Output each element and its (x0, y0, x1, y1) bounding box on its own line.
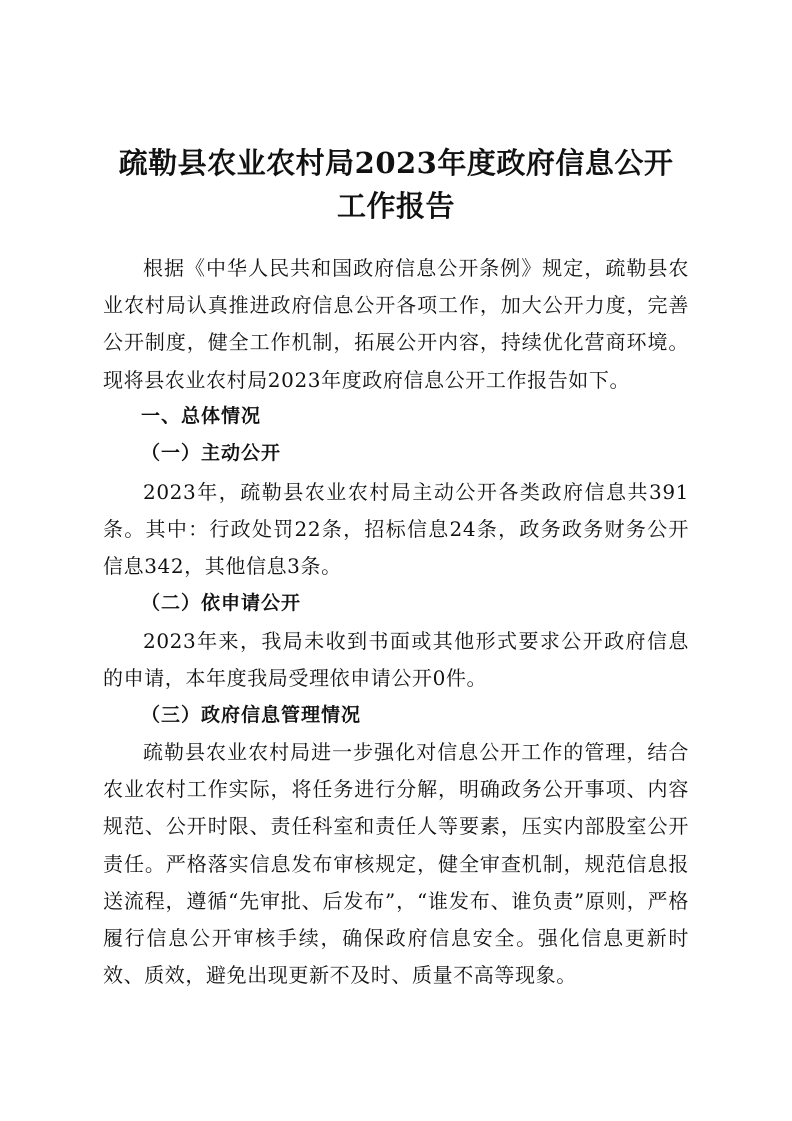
application-disclosure-paragraph: 2023年来，我局未收到书面或其他形式要求公开政府信息的申请，本年度我局受理依申请公开0件。 (103, 629, 689, 691)
proactive-disclosure-paragraph: 2023年，疏勒县农业农村局主动公开各类政府信息共391条。其中：行政处罚22条，招标信息24条，政务政务财务公开信息342，其他信息3条。 (103, 480, 689, 579)
subsection-heading-proactive-disclosure: （一）主动公开 (141, 442, 282, 464)
subsection-heading-application-disclosure: （二）依申请公开 (141, 592, 302, 614)
document-title-line-2: 工作报告 (336, 189, 455, 223)
section-heading-overview: 一、总体情况 (141, 405, 262, 427)
subsection-heading-information-management: （三）政府信息管理情况 (141, 704, 362, 726)
document-title-line-1: 疏勒县农业农村局2023年度政府信息公开 (118, 146, 674, 180)
information-management-paragraph: 疏勒县农业农村局进一步强化对信息公开工作的管理，结合农业农村工作实际，将任务进行分解，明确政务公开事项、内容规范、公开时限、责任科室和责任人等要素，压实内部股室公开责任。严格落实信息发布审核规定，健全审查机制，规范信息报送流程，遵循“先审批、后发布”，“谁发布、谁负责”原则，严格履行信息公开审核手续，确保政府信息安全。强化信息更新时效、质效，避免出现更新不及时、质量不高等现象。 (103, 740, 689, 988)
intro-paragraph: 根据《中华人民共和国政府信息公开条例》规定，疏勒县农业农村局认真推进政府信息公开各项工作，加大公开力度，完善公开制度，健全工作机制，拓展公开内容，持续优化营商环境。现将县农业农村局2023年度政府信息公开工作报告如下。 (103, 256, 689, 392)
